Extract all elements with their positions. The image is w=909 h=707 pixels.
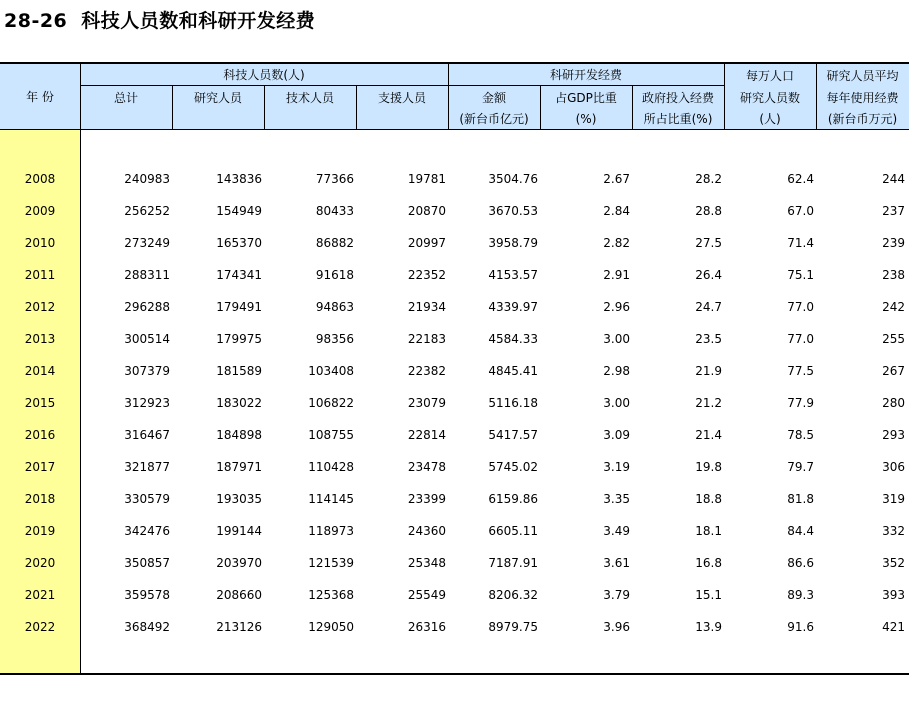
cell-avg-funding: 244 — [882, 172, 905, 186]
cell-year: 2009 — [24, 204, 56, 218]
cell-gov-share: 27.5 — [695, 236, 722, 250]
cell-total: 368492 — [124, 620, 170, 634]
cell-year: 2015 — [24, 396, 56, 410]
cell-technicians: 91618 — [315, 268, 354, 282]
cell-total: 273249 — [124, 236, 170, 250]
cell-year: 2017 — [24, 460, 56, 474]
table-row — [0, 356, 909, 388]
table-number: 28-26 — [4, 10, 68, 32]
header-gdp-share: 占GDP比重 — [555, 91, 617, 105]
cell-avg-funding: 267 — [882, 364, 905, 378]
cell-per10k: 71.4 — [787, 236, 814, 250]
cell-amount: 8206.32 — [488, 588, 538, 602]
table-row — [0, 164, 909, 196]
cell-amount: 6159.86 — [488, 492, 538, 506]
cell-gdp-share: 3.00 — [603, 332, 630, 346]
cell-year: 2016 — [24, 428, 56, 442]
table-row — [0, 292, 909, 324]
cell-gdp-share: 2.98 — [603, 364, 630, 378]
cell-support: 24360 — [407, 524, 446, 538]
table-row — [0, 260, 909, 292]
header-per10k-line1: 每万人口 — [745, 69, 794, 83]
cell-amount: 6605.11 — [488, 524, 538, 538]
cell-support: 26316 — [407, 620, 446, 634]
cell-amount: 5417.57 — [488, 428, 538, 442]
cell-gov-share: 28.8 — [695, 204, 722, 218]
header-per10k-unit: (人) — [759, 112, 781, 126]
cell-year: 2020 — [24, 556, 56, 570]
cell-amount: 5745.02 — [488, 460, 538, 474]
cell-technicians: 77366 — [315, 172, 354, 186]
cell-support: 22183 — [407, 332, 446, 346]
table-row — [0, 420, 909, 452]
header-group-personnel: 科技人员数(人) — [223, 68, 305, 82]
cell-per10k: 89.3 — [787, 588, 814, 602]
cell-avg-funding: 319 — [882, 492, 905, 506]
cell-total: 359578 — [124, 588, 170, 602]
cell-year: 2012 — [24, 300, 56, 314]
cell-researchers: 174341 — [216, 268, 262, 282]
header-year: 年 份 — [26, 90, 54, 104]
cell-amount: 7187.91 — [488, 556, 538, 570]
cell-support: 22352 — [407, 268, 446, 282]
cell-per10k: 86.6 — [787, 556, 814, 570]
cell-gov-share: 21.9 — [695, 364, 722, 378]
cell-amount: 4153.57 — [488, 268, 538, 282]
cell-support: 25549 — [407, 588, 446, 602]
cell-gov-share: 26.4 — [695, 268, 722, 282]
cell-total: 330579 — [124, 492, 170, 506]
header-amount-unit: (新台币亿元) — [459, 112, 529, 126]
cell-researchers: 179975 — [216, 332, 262, 346]
cell-avg-funding: 280 — [882, 396, 905, 410]
cell-per10k: 84.4 — [787, 524, 814, 538]
cell-avg-funding: 332 — [882, 524, 905, 538]
header-group-rd: 科研开发经费 — [549, 68, 622, 82]
cell-year: 2013 — [24, 332, 56, 346]
table-row — [0, 484, 909, 516]
cell-avg-funding: 293 — [882, 428, 905, 442]
cell-amount: 3670.53 — [488, 204, 538, 218]
cell-per10k: 77.9 — [787, 396, 814, 410]
cell-researchers: 184898 — [216, 428, 262, 442]
table-row — [0, 452, 909, 484]
cell-gdp-share: 2.91 — [603, 268, 630, 282]
cell-gov-share: 24.7 — [695, 300, 722, 314]
cell-total: 316467 — [124, 428, 170, 442]
cell-technicians: 98356 — [315, 332, 354, 346]
cell-gdp-share: 2.82 — [603, 236, 630, 250]
cell-researchers: 187971 — [216, 460, 262, 474]
cell-gdp-share: 3.61 — [603, 556, 630, 570]
cell-gov-share: 21.2 — [695, 396, 722, 410]
header-gov-share: 政府投入经费 — [641, 91, 714, 105]
cell-researchers: 193035 — [216, 492, 262, 506]
cell-gdp-share: 3.19 — [603, 460, 630, 474]
cell-gdp-share: 2.96 — [603, 300, 630, 314]
cell-gdp-share: 3.35 — [603, 492, 630, 506]
cell-researchers: 181589 — [216, 364, 262, 378]
cell-researchers: 154949 — [216, 204, 262, 218]
cell-researchers: 165370 — [216, 236, 262, 250]
cell-gdp-share: 3.96 — [603, 620, 630, 634]
cell-per10k: 62.4 — [787, 172, 814, 186]
cell-total: 288311 — [124, 268, 170, 282]
table-row — [0, 516, 909, 548]
table-row — [0, 228, 909, 260]
cell-technicians: 106822 — [308, 396, 354, 410]
cell-per10k: 91.6 — [787, 620, 814, 634]
cell-support: 22814 — [407, 428, 446, 442]
cell-avg-funding: 255 — [882, 332, 905, 346]
cell-technicians: 114145 — [308, 492, 354, 506]
table-row — [0, 324, 909, 356]
cell-total: 321877 — [124, 460, 170, 474]
cell-gov-share: 28.2 — [695, 172, 722, 186]
cell-technicians: 80433 — [315, 204, 354, 218]
cell-gov-share: 13.9 — [695, 620, 722, 634]
cell-year: 2021 — [24, 588, 56, 602]
header-bottom-line — [0, 129, 909, 130]
cell-avg-funding: 242 — [882, 300, 905, 314]
cell-technicians: 110428 — [308, 460, 354, 474]
cell-gov-share: 16.8 — [695, 556, 722, 570]
cell-technicians: 94863 — [315, 300, 354, 314]
header-avg-line1: 研究人员平均 — [826, 69, 899, 83]
cell-total: 312923 — [124, 396, 170, 410]
cell-support: 20870 — [407, 204, 446, 218]
cell-gov-share: 21.4 — [695, 428, 722, 442]
cell-researchers: 213126 — [216, 620, 262, 634]
cell-gov-share: 15.1 — [695, 588, 722, 602]
cell-gdp-share: 3.09 — [603, 428, 630, 442]
table-row — [0, 580, 909, 612]
header-avg-unit: (新台币万元) — [827, 112, 898, 126]
cell-gdp-share: 2.84 — [603, 204, 630, 218]
cell-gdp-share: 3.79 — [603, 588, 630, 602]
cell-amount: 3958.79 — [488, 236, 538, 250]
table-row — [0, 196, 909, 228]
cell-gdp-share: 2.67 — [603, 172, 630, 186]
cell-avg-funding: 352 — [882, 556, 905, 570]
cell-year: 2010 — [24, 236, 56, 250]
cell-gdp-share: 3.49 — [603, 524, 630, 538]
cell-technicians: 129050 — [308, 620, 354, 634]
cell-researchers: 143836 — [216, 172, 262, 186]
cell-researchers: 203970 — [216, 556, 262, 570]
cell-per10k: 78.5 — [787, 428, 814, 442]
cell-year: 2022 — [24, 620, 56, 634]
header-per10k-line2: 研究人员数 — [739, 91, 800, 105]
cell-amount: 8979.75 — [488, 620, 538, 634]
header-amount: 金额 — [481, 91, 506, 105]
cell-technicians: 86882 — [315, 236, 354, 250]
header-subline — [80, 85, 724, 86]
cell-avg-funding: 393 — [882, 588, 905, 602]
cell-per10k: 77.5 — [787, 364, 814, 378]
cell-amount: 4845.41 — [488, 364, 538, 378]
header-gdp-unit: (%) — [575, 112, 597, 126]
cell-total: 296288 — [124, 300, 170, 314]
cell-researchers: 199144 — [216, 524, 262, 538]
table-title: 科技人员数和科研开发经费 — [81, 10, 316, 32]
cell-gdp-share: 3.00 — [603, 396, 630, 410]
header-support: 支援人员 — [377, 91, 426, 105]
page-title — [4, 6, 315, 33]
cell-amount: 5116.18 — [488, 396, 538, 410]
cell-avg-funding: 421 — [882, 620, 905, 634]
cell-support: 22382 — [407, 364, 446, 378]
cell-per10k: 77.0 — [787, 300, 814, 314]
cell-gov-share: 18.1 — [695, 524, 722, 538]
cell-technicians: 121539 — [308, 556, 354, 570]
cell-avg-funding: 306 — [882, 460, 905, 474]
cell-total: 256252 — [124, 204, 170, 218]
table-row — [0, 612, 909, 644]
cell-gov-share: 18.8 — [695, 492, 722, 506]
cell-avg-funding: 239 — [882, 236, 905, 250]
cell-researchers: 179491 — [216, 300, 262, 314]
table-row — [0, 388, 909, 420]
cell-year: 2011 — [24, 268, 56, 282]
header-total: 总计 — [113, 91, 138, 105]
cell-per10k: 67.0 — [787, 204, 814, 218]
cell-technicians: 118973 — [308, 524, 354, 538]
header-technicians: 技术人员 — [285, 91, 334, 105]
cell-year: 2014 — [24, 364, 56, 378]
cell-support: 19781 — [407, 172, 446, 186]
table-row — [0, 548, 909, 580]
cell-total: 300514 — [124, 332, 170, 346]
cell-amount: 3504.76 — [488, 172, 538, 186]
cell-total: 307379 — [124, 364, 170, 378]
cell-researchers: 208660 — [216, 588, 262, 602]
cell-gov-share: 19.8 — [695, 460, 722, 474]
cell-technicians: 103408 — [308, 364, 354, 378]
cell-year: 2018 — [24, 492, 56, 506]
cell-per10k: 81.8 — [787, 492, 814, 506]
header-avg-line2: 每年使用经费 — [826, 91, 899, 105]
table-bottom-border — [0, 673, 909, 675]
cell-support: 20997 — [407, 236, 446, 250]
cell-per10k: 75.1 — [787, 268, 814, 282]
cell-avg-funding: 238 — [882, 268, 905, 282]
cell-researchers: 183022 — [216, 396, 262, 410]
cell-support: 21934 — [407, 300, 446, 314]
cell-total: 342476 — [124, 524, 170, 538]
cell-gov-share: 23.5 — [695, 332, 722, 346]
header-gov-share-unit: 所占比重(%) — [643, 112, 713, 126]
cell-technicians: 108755 — [308, 428, 354, 442]
cell-support: 25348 — [407, 556, 446, 570]
header-researchers: 研究人员 — [193, 91, 242, 105]
cell-support: 23399 — [407, 492, 446, 506]
cell-total: 350857 — [124, 556, 170, 570]
cell-technicians: 125368 — [308, 588, 354, 602]
cell-per10k: 77.0 — [787, 332, 814, 346]
cell-amount: 4339.97 — [488, 300, 538, 314]
cell-per10k: 79.7 — [787, 460, 814, 474]
cell-year: 2019 — [24, 524, 56, 538]
cell-total: 240983 — [124, 172, 170, 186]
cell-year: 2008 — [24, 172, 56, 186]
cell-amount: 4584.33 — [488, 332, 538, 346]
cell-avg-funding: 237 — [882, 204, 905, 218]
cell-support: 23079 — [407, 396, 446, 410]
cell-support: 23478 — [407, 460, 446, 474]
